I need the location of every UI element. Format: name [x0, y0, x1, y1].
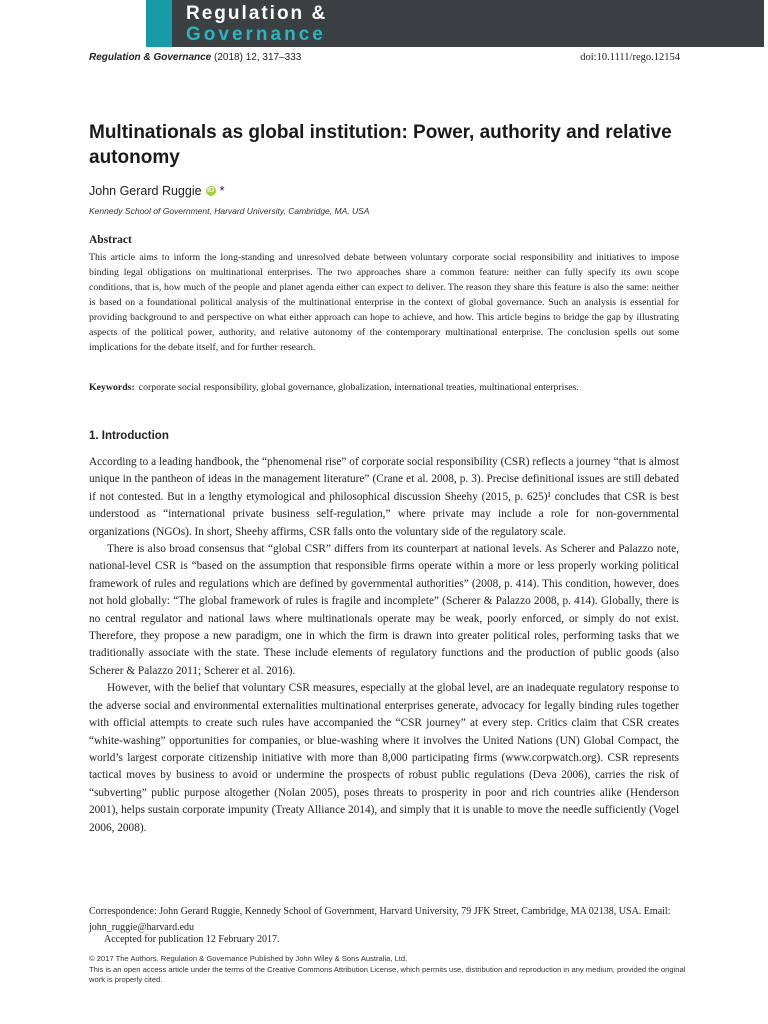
author-mark: *	[219, 184, 225, 198]
keywords	[89, 382, 679, 393]
section-heading-introduction: 1. Introduction	[89, 430, 169, 442]
intro-paragraph-1: According to a leading handbook, the “phenomenal rise” of corporate social responsibility (CSR) reflects a journey “that is almost unique in the pantheon of ideas in the management literature” (Crane et al. 2008, p. 3). Precise definitional issues are still debated if not contested. But in a lengthy etymological and philosophical discussion Sheehy (2015, p. 625)¹ concludes that CSR is best understood as “international private business self-regulation,” where private may include a role for non-governmental organizations (NGOs). In short, Sheehy affirms, CSR falls onto the voluntary side of the regulatory scale.	[89, 456, 679, 538]
citation-journal: Regulation & Governance	[89, 52, 212, 63]
copyright-notice: © 2017 The Authors. Regulation & Governance Published by John Wiley & Sons Australia, Ltd.	[89, 954, 408, 963]
introduction-body	[89, 454, 679, 837]
license-notice: This is an open access article under the terms of the Creative Commons Attribution License, which permits use, distribution and reproduction in any medium, provided the original work is properly cited.	[89, 964, 686, 984]
keywords-text: corporate social responsibility, global governance, globalization, international treaties, multinational enterprises.	[138, 382, 579, 393]
banner-accent-bar	[146, 0, 172, 47]
banner-title-line2: Governance	[186, 24, 326, 45]
author-line	[89, 184, 224, 198]
abstract-text: This article aims to inform the long-standing and unresolved debate between voluntary corporate social responsibility and initiatives to impose binding legal obligations on multinational enterprises. The two approaches share a common feature: neither can fully specify its own scope conditions, that is, how much of the people and planet agenda either can expect to deliver. The reason they share this feature is also the same: neither is based on a foundational political analysis of the multinational enterprise in the context of global governance. Such an analysis is essential for providing background to and perspective on what either approach can hope to achieve, and how. This article begins to bridge the gap by illustrating aspects of the political power, authority, and relative autonomy of the contemporary multinational enterprise. The conclusion spells out some implications for the debate itself, and for further research.	[89, 252, 679, 353]
accepted-date: Accepted for publication 12 February 2017.	[104, 934, 280, 945]
intro-paragraph-3: However, with the belief that voluntary CSR measures, especially at the global level, are an inadequate regulatory response to the adverse social and environmental externalities multinational enterprises generate, advocacy for legally binding rules together with official attempts to create such rules have accompanied the “CSR journey” at every step. Critics claim that CSR creates “white-washing” opportunities for companies, or blue-washing where it involves the United Nations (UN) Global Compact, the world’s largest corporate citizenship initiative with more than 8,000 participating firms (www.corpwatch.org). CSR represents tactical moves by business to avoid or undermine the prospects of robust public regulations (Deva 2006), carries the risk of “subverting” public purpose altogether (Nolan 2005), poses threats to prosperity in poor and rich countries alike (Henderson 2001), helps sustain corporate impunity (Treaty Alliance 2014), and simply that it is unable to move the needle sufficiently (Vogel 2006, 2008).	[89, 682, 679, 834]
article-title: Multinationals as global institution: Power, authority and relative autonomy	[89, 122, 672, 168]
author-name: John Gerard Ruggie	[89, 184, 202, 198]
author-affiliation: Kennedy School of Government, Harvard University, Cambridge, MA, USA	[89, 206, 370, 216]
citation-detail: (2018) 12, 317–333	[214, 52, 302, 63]
correspondence: Correspondence: John Gerard Ruggie, Kennedy School of Government, Harvard University, 79 JFK Street, Cambridge, MA 02138, USA. Email: john_ruggie@harvard.edu	[89, 906, 671, 933]
banner-title-line1: Regulation &	[186, 3, 328, 24]
keywords-label: Keywords:	[89, 382, 135, 393]
intro-paragraph-2: There is also broad consensus that “global CSR” differs from its counterpart at national levels. As Scherer and Palazzo note, national-level CSR is “based on the assumption that responsible firms operate within a more or less properly working political framework of rules and regulations which are defined by governmental authorities” (2008, p. 414). This condition, however, does not hold globally: “The global framework of rules is fragile and incomplete” (Scherer & Palazzo 2008, p. 414). Globally, there is no central regulator and national laws where multinationals operate may be weak, poorly enforced, or simply do not exist. Therefore, they propose a new paradigm, one in which the firm is drawn into greater political roles, performing tasks that we traditionally associate with the state. These include elements of regulatory functions and the production of public goods (also Scherer & Palazzo 2011; Scherer et al. 2016).	[89, 543, 679, 677]
abstract-heading: Abstract	[89, 234, 132, 246]
orcid-icon[interactable]: iD	[207, 187, 215, 194]
citation-line	[89, 52, 301, 63]
journal-banner	[146, 0, 764, 47]
doi[interactable]: doi:10.1111/rego.12154	[580, 52, 680, 63]
page-footer	[89, 954, 689, 986]
